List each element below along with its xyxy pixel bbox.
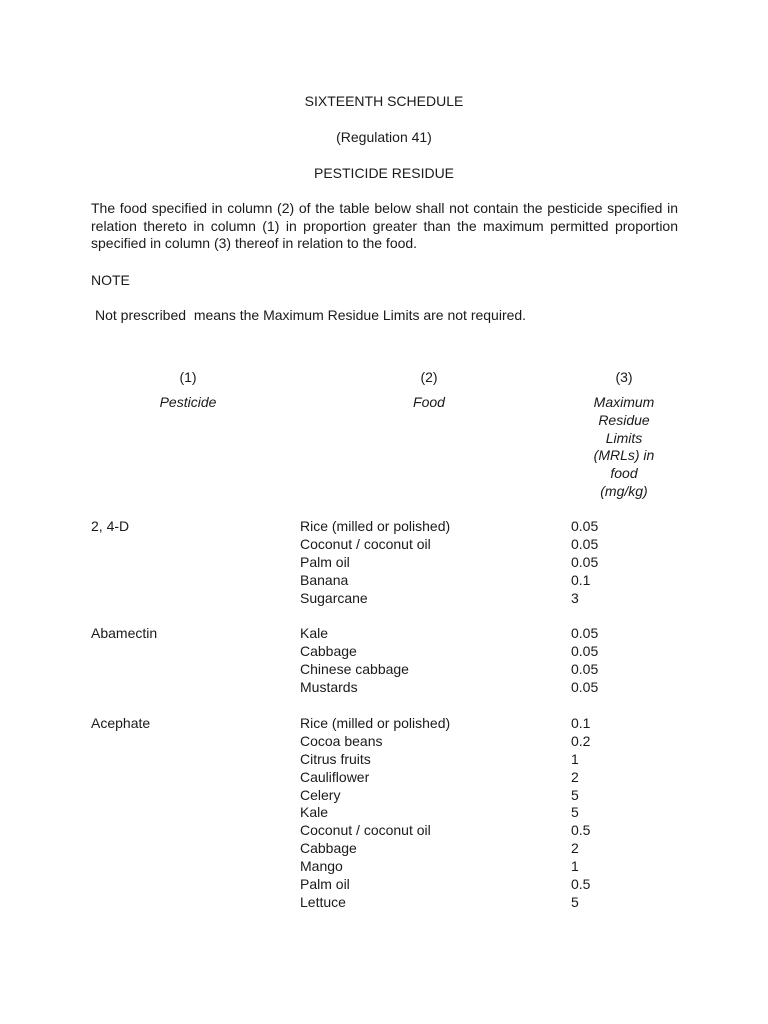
table-row <box>0 536 768 554</box>
column-2-heading: Food <box>413 394 445 410</box>
column-3-heading-line: food <box>610 465 638 482</box>
food-cell: Coconut / coconut oil <box>300 535 431 552</box>
mrl-cell: 0.05 <box>571 535 599 552</box>
column-3-heading-line: (mg/kg) <box>600 482 648 499</box>
mrl-cell: 0.2 <box>571 732 591 749</box>
table-row <box>0 554 768 572</box>
table-row <box>0 858 768 876</box>
table-row <box>0 804 768 822</box>
mrl-cell: 0.1 <box>571 571 591 588</box>
food-cell: Celery <box>300 786 341 803</box>
table-row <box>0 840 768 858</box>
table-row <box>0 787 768 805</box>
column-3-heading-line: Maximum <box>593 394 655 410</box>
mrl-cell: 1 <box>571 750 579 767</box>
regulation-reference: (Regulation 41) <box>336 129 432 145</box>
table-row <box>0 715 768 733</box>
column-3-heading-line: Residue <box>598 411 650 428</box>
mrl-cell: 0.5 <box>571 876 591 893</box>
mrl-cell: 0.05 <box>571 642 599 659</box>
column-3-heading-line: (MRLs) in <box>593 447 655 464</box>
table-row <box>0 751 768 769</box>
table-row <box>0 894 768 912</box>
mrl-cell: 0.1 <box>571 715 591 731</box>
note-heading: NOTE <box>91 272 130 288</box>
table-row <box>0 518 768 536</box>
schedule-subtitle: PESTICIDE RESIDUE <box>313 165 455 181</box>
mrl-cell: 0.5 <box>571 822 591 839</box>
food-cell: Sugarcane <box>300 589 368 606</box>
food-cell: Kale <box>300 625 329 641</box>
mrl-cell: 3 <box>571 589 579 606</box>
mrl-cell: 2 <box>571 768 579 785</box>
column-3-heading <box>569 394 679 501</box>
table-row <box>0 625 768 643</box>
food-cell: Chinese cabbage <box>300 660 409 677</box>
mrl-cell: 5 <box>571 804 579 821</box>
mrl-cell: 0.05 <box>571 553 599 570</box>
food-cell: Cocoa beans <box>300 732 383 749</box>
pesticide-name: 2, 4-D <box>91 518 130 534</box>
mrl-cell: 1 <box>571 858 579 875</box>
food-cell: Banana <box>300 571 349 588</box>
intro-paragraph: The food specified in column (2) of the table below shall not contain the pesticide specified in relation thereto in column (1) in proportion greater than the maximum permitted proportion specified in column (3) thereof in relation to the food. <box>91 200 678 251</box>
mrl-cell: 0.05 <box>571 518 599 534</box>
pesticide-name: Acephate <box>91 715 151 731</box>
mrl-cell: 5 <box>571 786 579 803</box>
food-cell: Palm oil <box>300 876 350 893</box>
column-1-number: (1) <box>179 369 197 385</box>
food-cell: Citrus fruits <box>300 750 371 767</box>
column-2-number: (2) <box>420 369 438 385</box>
food-cell: Mango <box>300 858 343 875</box>
food-cell: Rice (milled or polished) <box>300 715 451 731</box>
food-cell: Kale <box>300 804 329 821</box>
table-row <box>0 661 768 679</box>
schedule-title: SIXTEENTH SCHEDULE <box>304 93 464 109</box>
column-1-heading: Pesticide <box>159 394 217 410</box>
food-cell: Cabbage <box>300 840 357 857</box>
table-row <box>0 572 768 590</box>
food-cell: Lettuce <box>300 893 346 910</box>
food-cell: Coconut / coconut oil <box>300 822 431 839</box>
mrl-cell: 0.05 <box>571 625 599 641</box>
residue-rows <box>0 518 768 607</box>
food-cell: Rice (milled or polished) <box>300 518 451 534</box>
table-row <box>0 643 768 661</box>
mrl-cell: 0.05 <box>571 678 599 695</box>
table-row <box>0 733 768 751</box>
mrl-cell: 0.05 <box>571 660 599 677</box>
table-row <box>0 679 768 697</box>
food-cell: Cauliflower <box>300 768 370 785</box>
column-3-number: (3) <box>615 369 633 385</box>
column-3-heading-line: Limits <box>605 429 643 446</box>
residue-rows <box>0 715 768 912</box>
note-text: Not prescribed means the Maximum Residue Limits are not required. <box>95 307 527 323</box>
residue-rows <box>0 625 768 697</box>
table-row <box>0 822 768 840</box>
pesticide-name: Abamectin <box>91 625 158 641</box>
table-row <box>0 876 768 894</box>
food-cell: Mustards <box>300 678 358 695</box>
mrl-cell: 2 <box>571 840 579 857</box>
food-cell: Cabbage <box>300 642 357 659</box>
table-row <box>0 769 768 787</box>
mrl-cell: 5 <box>571 893 579 910</box>
table-row <box>0 590 768 608</box>
food-cell: Palm oil <box>300 553 350 570</box>
